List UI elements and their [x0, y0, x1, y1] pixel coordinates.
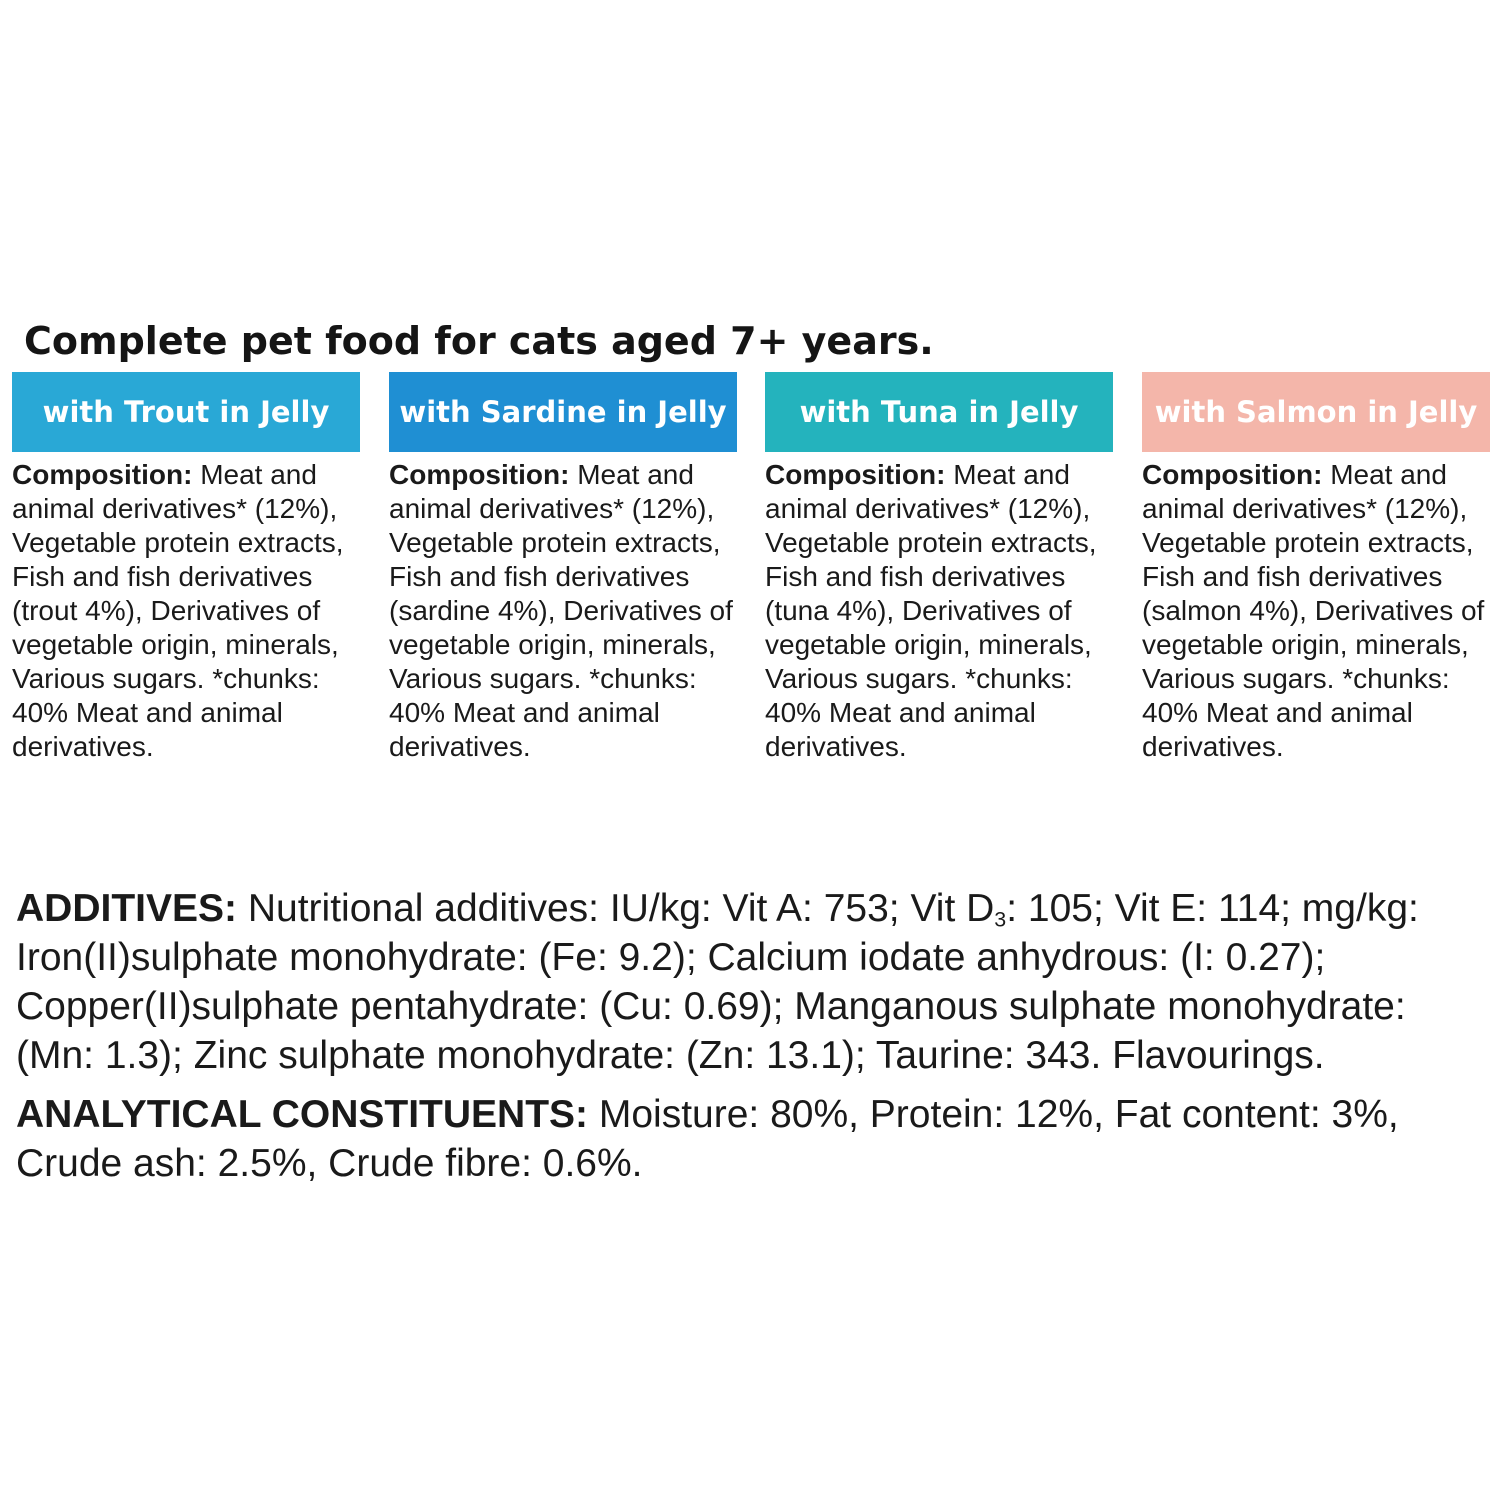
variant-header-sardine: [389, 372, 737, 452]
variant-sardine: [389, 372, 737, 764]
additives-text-b: : 105; Vit E: 114; mg/kg: Iron(II)sulphate monohydrate: (Fe: 9.2); Calcium iodate anhydrous: (I: 0.27); Copper(II)sulphate pentahydrate: (Cu: 0.69); Manganous sulphate monohydrate: (Mn: 1.3); Zinc sulphate monohydrate: (Zn: 13.1); Taurine: 343. Flavourings.: [16, 887, 1419, 1077]
variant-salmon: [1142, 372, 1490, 764]
variant-columns: [12, 372, 1490, 802]
variant-tuna: [765, 372, 1113, 764]
composition-text: Meat and animal derivatives* (12%), Vegetable protein extracts, Fish and fish derivatives (sardine 4%), Derivatives of vegetable origin, minerals, Various sugars. *chunks: 40% Meat and animal derivatives.: [389, 459, 733, 762]
composition-text: Meat and animal derivatives* (12%), Vegetable protein extracts, Fish and fish derivatives (salmon 4%), Derivatives of vegetable origin, minerals, Various sugars. *chunks: 40% Meat and animal derivatives.: [1142, 459, 1485, 762]
variant-composition: [12, 458, 360, 764]
additives-subscript: 3: [994, 907, 1007, 932]
variant-header-trout: [12, 372, 360, 452]
composition-label: Composition:: [389, 459, 570, 490]
composition-label: Composition:: [765, 459, 946, 490]
variant-title: with Salmon in Jelly: [1154, 395, 1478, 429]
composition-text: Meat and animal derivatives* (12%), Vegetable protein extracts, Fish and fish derivatives (trout 4%), Derivatives of vegetable origin, minerals, Various sugars. *chunks: 40% Meat and animal derivatives.: [12, 459, 344, 762]
analytical-constituents-paragraph: [16, 1090, 1486, 1188]
composition-label: Composition:: [1142, 459, 1323, 490]
analytical-text: Moisture: 80%, Protein: 12%, Fat content: 3%, Crude ash: 2.5%, Crude fibre: 0.6%.: [16, 1093, 1399, 1185]
additives-paragraph: [16, 884, 1486, 1080]
variant-title: with Trout in Jelly: [42, 395, 330, 429]
variant-header-tuna: [765, 372, 1113, 452]
composition-text: Meat and animal derivatives* (12%), Vegetable protein extracts, Fish and fish derivatives (tuna 4%), Derivatives of vegetable origin, minerals, Various sugars. *chunks: 40% Meat and animal derivatives.: [765, 459, 1097, 762]
variant-header-salmon: [1142, 372, 1490, 452]
variant-trout: [12, 372, 360, 764]
composition-label: Composition:: [12, 459, 193, 490]
variant-composition: [389, 458, 737, 764]
variant-title: with Sardine in Jelly: [399, 395, 727, 429]
variant-composition: [765, 458, 1113, 764]
variant-title: with Tuna in Jelly: [799, 395, 1079, 429]
page-headline: Complete pet food for cats aged 7+ years.: [24, 319, 934, 363]
variant-composition: [1142, 458, 1490, 764]
analytical-label: ANALYTICAL CONSTITUENTS:: [16, 1093, 589, 1136]
additives-text-a: Nutritional additives: IU/kg: Vit A: 753; Vit D: [237, 887, 995, 930]
additives-label: ADDITIVES:: [16, 887, 238, 930]
